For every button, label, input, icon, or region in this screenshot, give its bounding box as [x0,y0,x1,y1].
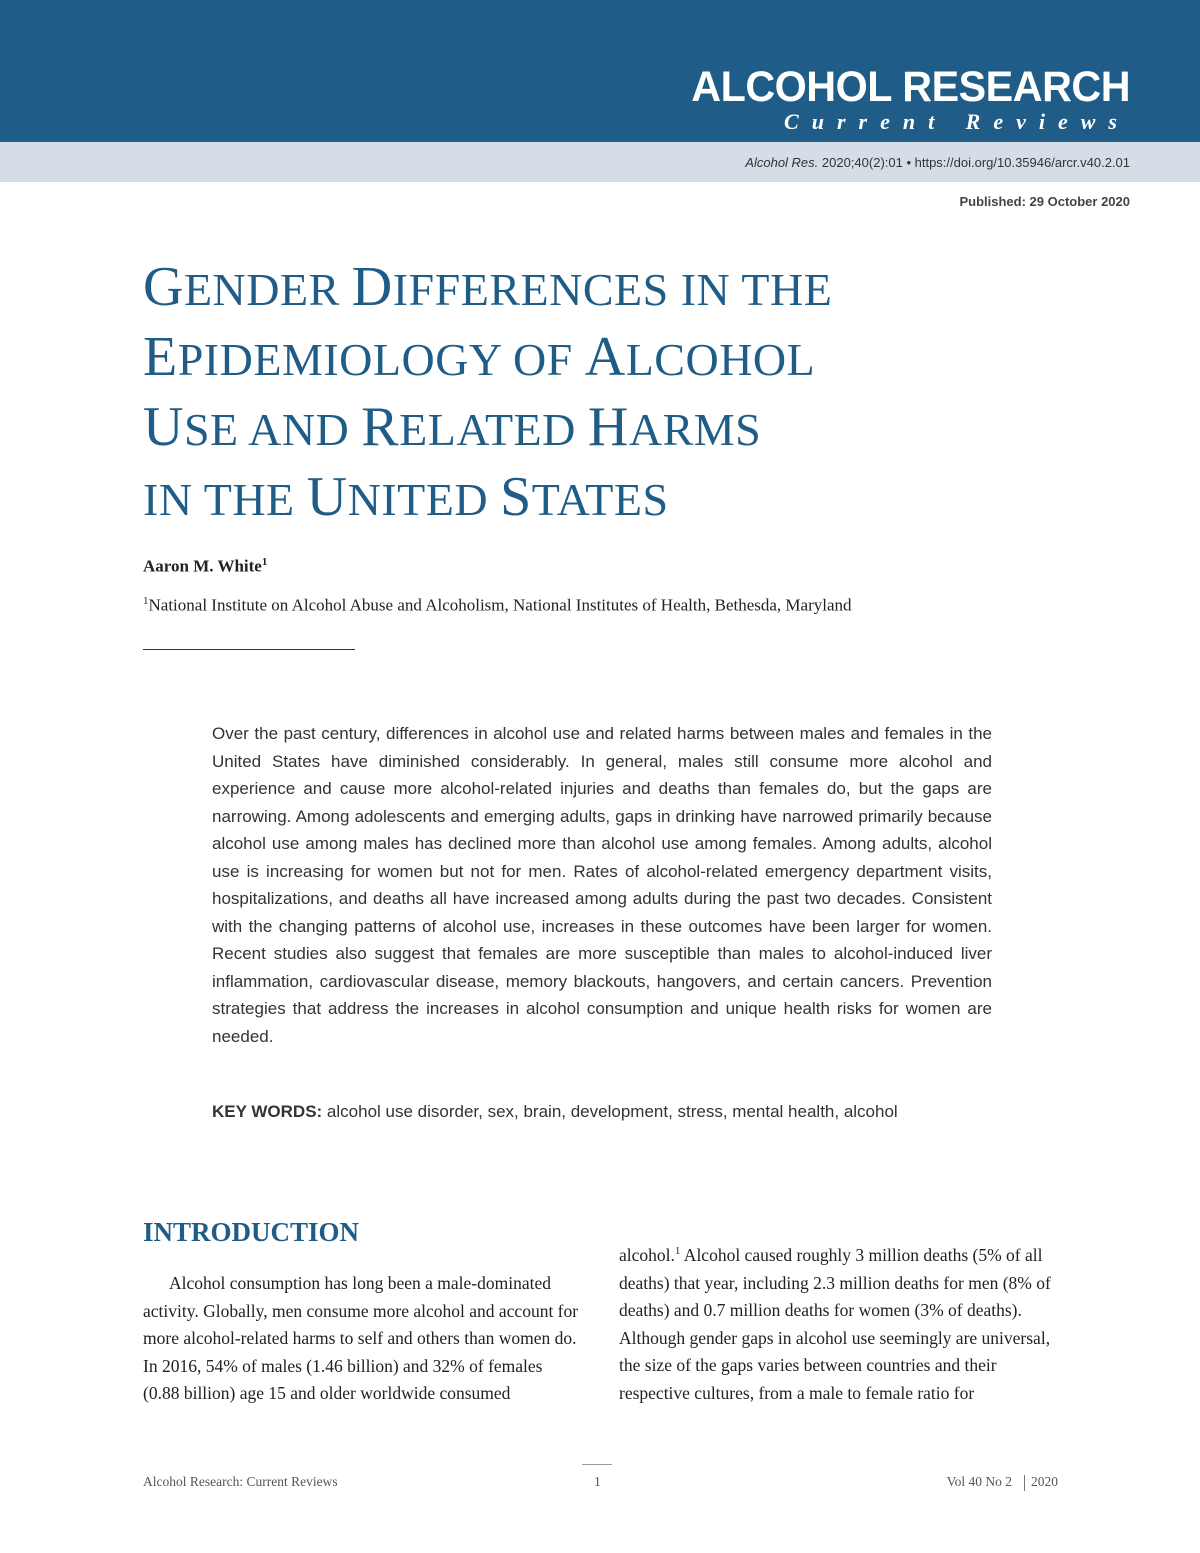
body-text: alcohol. [619,1245,675,1265]
journal-logo-subtitle: Current Reviews [784,109,1130,134]
citation-line [745,155,1130,170]
author-text: Aaron M. White [143,556,262,576]
page-footer [0,1470,1200,1500]
affiliation [143,595,852,616]
footer-issue [947,1474,1058,1491]
author-name [143,556,267,577]
keywords-label: KEY WORDS: [212,1102,323,1121]
keywords-list: alcohol use disorder, sex, brain, development, stress, mental health, alcohol [322,1102,898,1121]
body-column-left: Alcohol consumption has long been a male-dominated activity. Globally, men consume more alcohol and account for more alcohol-related harms to self and others than women do. In 2016, 54% of males (1.46 billion) and 32% of females (0.88 billion) age 15 and older worldwide consumed [143,1273,579,1403]
author-affiliation-mark: 1 [261,556,268,568]
published-date: Published: 29 October 2020 [959,194,1130,209]
title-line: IN THE UNITED STATES [143,466,669,528]
reference-mark[interactable]: 1 [674,1245,681,1258]
abstract: Over the past century, differences in alcohol use and related harms between males and females in the United States have diminished considerably. In general, males still consume more alcohol and experience and cause more alcohol-related injuries and deaths than females do, but the gaps are narrowing. Among adolescents and emerging adults, gaps in drinking have narrowed primarily because alcohol use among males has declined more than alcohol use among females. Among adults, alcohol use is increasing for women but not for men. Rates of alcohol-related emergency department visits, hospitalizations, and deaths all have increased among adults during the past two decades. Consistent with the changing patterns of alcohol use, increases in these outcomes have been larger for women. Recent studies also suggest that females are more susceptible than males to alcohol-induced liver inflammation, cardiovascular disease, memory blackouts, hangovers, and certain cancers. Prevention strategies that address the increases in alcohol consumption and unique health risks for women are needed. [212,724,992,1046]
body-text: Alcohol caused roughly 3 million deaths (5% of all deaths) that year, including 2.3 million deaths for men (8% of deaths) and 0.7 million deaths for women (3% of deaths). Although gender gaps in alcohol use seemingly are universal, the size of the gaps varies between countries and their respective cultures, from a male to female ratio for [619,1245,1051,1403]
introduction-heading: INTRODUCTION [143,1217,360,1247]
journal-logo-title: ALCOHOL RESEARCH [691,63,1130,111]
page-number: 1 [594,1474,601,1489]
citation-journal: Alcohol Res. [745,155,819,170]
title-line: USE AND RELATED HARMS [143,396,762,458]
footer-year: 2020 [1031,1474,1058,1489]
footer-page-rule [582,1464,612,1465]
footer-separator [1024,1475,1025,1491]
keywords [212,1102,898,1122]
body-column-right [619,1242,1059,1407]
journal-banner [0,0,1200,142]
article-title [143,252,1043,532]
footer-volume: Vol 40 No 2 [946,1474,1012,1489]
title-line: EPIDEMIOLOGY OF ALCOHOL [143,326,816,388]
title-line: GENDER DIFFERENCES IN THE [143,256,833,318]
affiliation-mark: 1 [143,595,149,607]
citation-doi[interactable]: 2020;40(2):01 • https://doi.org/10.35946/arcr.v40.2.01 [818,155,1130,170]
footer-journal: Alcohol Research: Current Reviews [143,1474,338,1489]
divider-rule [143,649,355,650]
affiliation-text: National Institute on Alcohol Abuse and Alcoholism, National Institutes of Health, Bethesda, Maryland [148,595,852,615]
